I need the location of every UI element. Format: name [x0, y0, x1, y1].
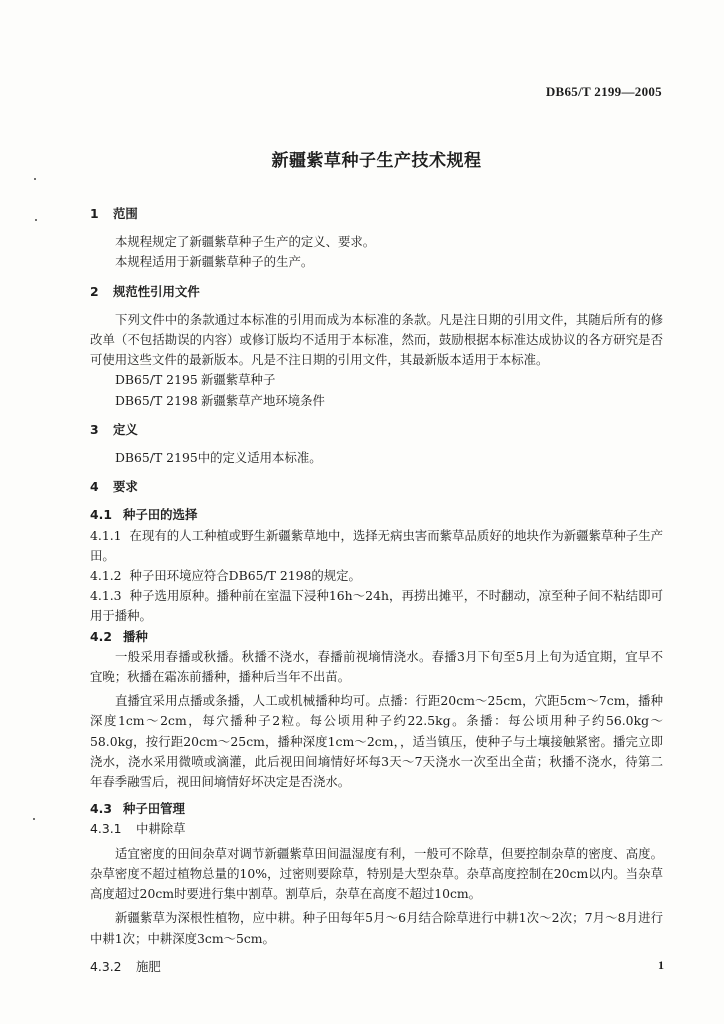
- clause-text: 种子田环境应符合DB65/T 2198的规定。: [129, 568, 361, 584]
- subsection-number: 4.1: [90, 507, 112, 523]
- reference-code: DB65/T 2195: [115, 372, 198, 388]
- section-number: 4: [90, 479, 99, 495]
- section-number: 3: [90, 421, 99, 437]
- section-number: 2: [90, 283, 99, 299]
- paragraph: 本规程适用于新疆紫草种子的生产。: [115, 254, 314, 270]
- subsection-number: 4.3: [90, 801, 112, 817]
- clause-title: 施肥: [136, 958, 161, 974]
- paragraph: 本规程规定了新疆紫草种子生产的定义、要求。: [115, 234, 376, 250]
- subsection-title: 播种: [123, 628, 148, 644]
- reference-item: [90, 370, 663, 390]
- paragraph: 适宜密度的田间杂草对调节新疆紫草田间温湿度有利，一般可不除草，但要控制杂草的密度、高度。杂草密度不超过植物总量的10%，过密则要除草，特别是大型杂草。杂草高度控制在20cm以内。当杂草高度超过20cm时要进行集中割草。割草后，杂草在高度不超过10cm。: [90, 845, 663, 902]
- clause-title: 中耕除草: [136, 821, 186, 837]
- clause-text: 种子选用原种。播种前在室温下浸种16h～24h，再捞出摊平，不时翻动，凉至种子间不粘结即可用于播种。: [90, 588, 663, 624]
- scan-speck: [34, 178, 36, 180]
- clause-number: 4.1.2: [90, 568, 122, 584]
- section-heading: [90, 204, 663, 224]
- paragraph: 下列文件中的条款通过本标准的引用而成为本标准的条款。凡是注日期的引用文件，其随后所有的修改单（不包括勘误的内容）或修订版均不适用于本标准，然而，鼓励根据本标准达成协议的各方研究是否可使用这些文件的最新版本。凡是不注日期的引用文件，其最新版本适用于本标准。: [90, 311, 663, 368]
- reference-item: [90, 391, 663, 411]
- section-number: 1: [90, 206, 99, 221]
- clause-number: 4.3.2: [90, 958, 122, 974]
- reference-name: 新疆紫草产地环境条件: [201, 392, 325, 408]
- section-title: 要求: [113, 479, 138, 495]
- clause: [90, 586, 663, 626]
- page-number: 1: [658, 958, 664, 972]
- clause-number: 4.1.1: [90, 527, 122, 543]
- clause: [90, 566, 663, 586]
- standard-code-header: DB65/T 2199—2005: [545, 84, 662, 99]
- scan-speck: [35, 219, 37, 221]
- subsection-heading: [90, 505, 663, 525]
- paragraph: 新疆紫草为深根性植物，应中耕。种子田每年5月～6月结合除草进行中耕1次～2次；7月～8月进行中耕1次；中耕深度3cm～5cm。: [90, 910, 663, 946]
- document-title: 新疆紫草种子生产技术规程: [271, 151, 482, 171]
- section-heading: [90, 282, 663, 302]
- scan-speck: [33, 818, 35, 820]
- paragraph: 一般采用春播或秋播。秋播不浇水，春播前视墒情浇水。春播3月下旬至5月上旬为适宜期，宜早不宜晚；秋播在霜冻前播种，播种后当年不出苗。: [90, 648, 663, 685]
- section-title: 规范性引用文件: [113, 283, 200, 299]
- section-title: 范围: [113, 206, 138, 221]
- subsection-heading: [90, 799, 663, 819]
- clause: [90, 526, 663, 566]
- subsection-heading: [90, 627, 663, 647]
- reference-name: 新疆紫草种子: [201, 372, 276, 388]
- subsection-title: 种子田管理: [123, 801, 185, 817]
- clause-number: 4.3.1: [90, 821, 122, 837]
- section-title: 定义: [113, 421, 138, 437]
- paragraph: DB65/T 2195中的定义适用本标准。: [115, 450, 322, 466]
- clause-number: 4.1.3: [90, 588, 122, 604]
- section-heading: [90, 477, 663, 497]
- clause-heading: [90, 957, 663, 977]
- section-heading: [90, 420, 663, 440]
- reference-code: DB65/T 2198: [115, 392, 198, 408]
- document-body: [90, 204, 663, 977]
- clause-heading: [90, 819, 663, 839]
- subsection-number: 4.2: [90, 628, 112, 644]
- subsection-title: 种子田的选择: [123, 507, 198, 523]
- clause-text: 在现有的人工种植或野生新疆紫草地中，选择无病虫害而紫草品质好的地块作为新疆紫草种子生产田。: [90, 527, 663, 563]
- paragraph: 直播宜采用点播或条播，人工或机械播种均可。点播：行距20cm～25cm，穴距5cm～7cm，播种深度1cm～2cm，每穴播种子2粒。每公顷用种子约22.5kg。条播：每公顷用种子约56.0kg～58.0kg，按行距20cm～25cm，播种深度1cm～2cm，，适当镇压，使种子与土壤接触紧密。播完立即浇水，浇水采用微喷或滴灌，此后视田间墒情好坏每3天～7天浇水一次至出全苗；秋播不浇水，待第二年春季融雪后，视田间墒情好坏决定是否浇水。: [90, 693, 663, 790]
